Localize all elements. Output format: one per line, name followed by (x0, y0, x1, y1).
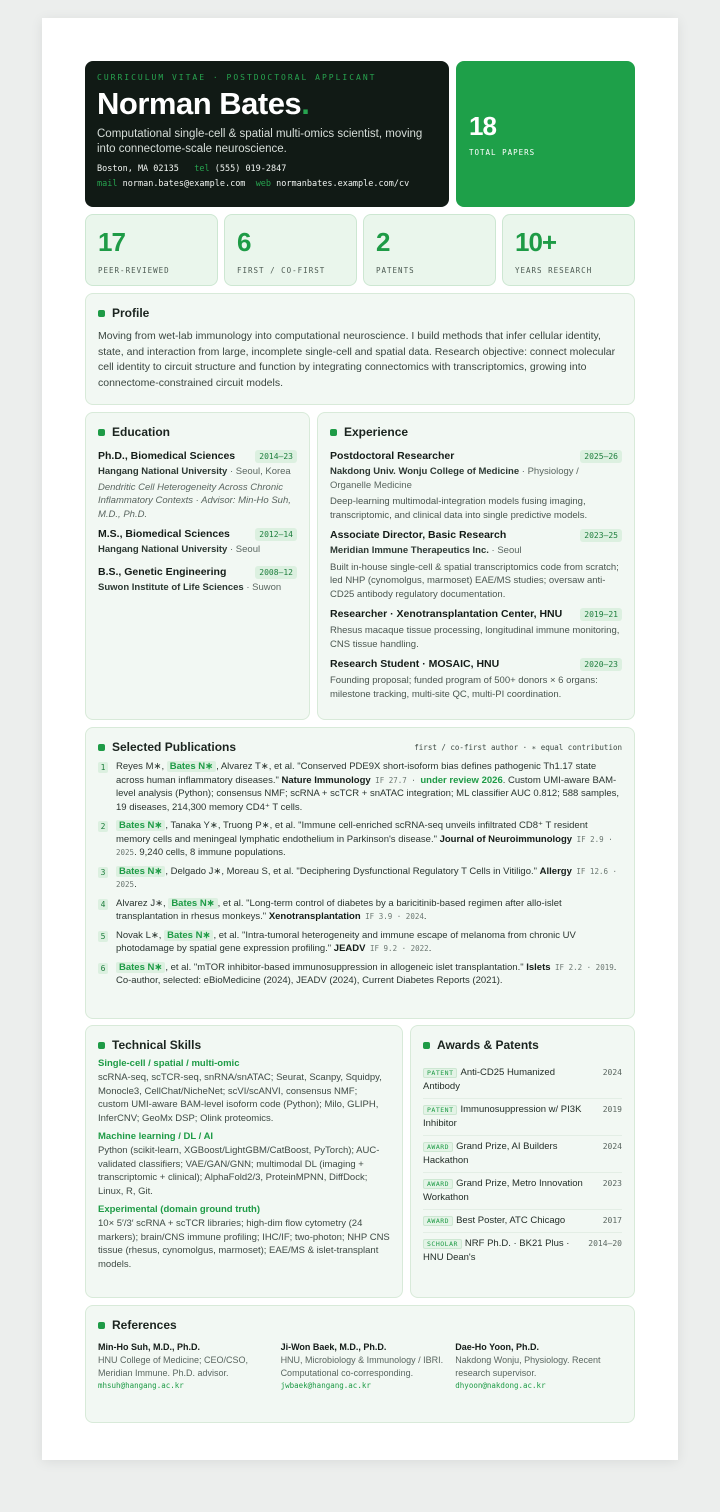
web-label: web (255, 179, 272, 189)
years-badge: 2020–23 (580, 658, 622, 671)
skill-group (98, 1204, 390, 1271)
bullet-square-icon (98, 310, 105, 317)
mail-label: mail (97, 179, 118, 189)
school: Hangang National University · Seoul, Korea (98, 466, 291, 477)
total-papers-card (456, 61, 635, 207)
award-badge: PATENT (423, 1105, 457, 1115)
header-card (85, 61, 449, 207)
bullet-square-icon (98, 429, 105, 436)
email-link[interactable]: norman.bates@example.com (122, 179, 246, 189)
role-description: Built in-house single-cell & spatial transcriptomics code from scratch; led NHP (cynomolgus, marmoset) EAE/MS studies; oversaw anti-CD25 antibody regulatory documentation. (330, 561, 619, 600)
stat-value: 2 (376, 227, 390, 257)
award-item: PATENT Immunosuppression w/ PI3K Inhibitor 2019 (423, 1099, 622, 1136)
skill-group-heading: Machine learning / DL / AI (98, 1131, 214, 1142)
reference-email[interactable]: dhyoon@nakdong.ac.kr (455, 1381, 546, 1390)
location: Boston, MA 02135 (97, 164, 179, 174)
school: Hangang National University · Seoul (98, 544, 261, 555)
skill-group-body: Python (scikit-learn, XGBoost/LightGBM/CatBoost, PyTorch); AUC-validated classifiers; VAE/GAN/GNN; multimodal DL (imaging + transcriptomic + clinical); AlphaFold2/3, ProteinMPNN, DiffDock; Linux, R, Git. (98, 1145, 380, 1197)
total-papers-value: 18 (469, 111, 496, 141)
stat-label: YEARS RESEARCH (515, 266, 593, 275)
reference-desc: HNU College of Medicine; CEO/CSO, Meridian Immune. Ph.D. advisor. (98, 1355, 249, 1378)
award-badge: AWARD (423, 1179, 453, 1189)
role: Researcher · Xenotransplantation Center, HNU (330, 608, 563, 620)
stat-value: 17 (98, 227, 125, 257)
publication-item: 2 Bates N∗ , Tanaka Y∗, Truong P∗, et al. "Immune cell-enriched scRNA-seq unveils infiltrated CD8⁺ T resident memory cells and meningeal lymphatic endothelium in Parkinson's disease." Journal of Neuroimmunology IF 2.9 · 2025. 9,240 cells, 8 immune populations. (98, 819, 622, 860)
stat-value: 10+ (515, 227, 557, 257)
experience-item (330, 658, 622, 701)
experience-item (330, 608, 622, 651)
publication-list (98, 760, 622, 988)
publication-item: 3 Bates N∗ , Delgado J∗, Moreau S, et al. "Deciphering Dysfunctional Regulatory T Cells in Vitiligo." Allergy IF 12.6 · 2025. (98, 865, 622, 892)
bullet-square-icon (330, 429, 337, 436)
skill-group-body: 10× 5′/3′ scRNA + scTCR libraries; high-dim flow cytometry (24 markers); brain/CNS immune profiling; IHC/IF; two-photon; NHP CNS tissue (rhesus, cynomolgus, marmoset); EAE/MS & islet-transplant models. (98, 1218, 390, 1270)
stat-first-author (224, 214, 357, 286)
experience-title: Experience (330, 425, 622, 439)
stat-label: FIRST / CO-FIRST (237, 266, 326, 275)
years-badge: 2012–14 (255, 528, 297, 541)
award-badge: SCHOLAR (423, 1239, 462, 1249)
experience-item (330, 450, 622, 522)
stat-peer-reviewed (85, 214, 218, 286)
awards-section (410, 1025, 635, 1298)
awards-title: Awards & Patents (423, 1038, 622, 1052)
degree: Ph.D., Biomedical Sciences (98, 450, 236, 462)
education-item (98, 566, 297, 595)
role: Postdoctoral Researcher (330, 450, 455, 462)
reference-name: Min-Ho Suh, M.D., Ph.D. (98, 1342, 200, 1352)
reference-desc: Nakdong Wonju, Physiology. Recent research supervisor. (455, 1355, 601, 1378)
role: Research Student · MOSAIC, HNU (330, 658, 500, 670)
thesis-note: Dendritic Cell Heterogeneity Across Chronic Inflammatory Contexts · Advisor: Min-Ho Suh, M.D., Ph.D. (98, 481, 291, 520)
skill-group-heading: Experimental (domain ground truth) (98, 1204, 261, 1215)
reference-desc: HNU, Microbiology & Immunology / IBRI. Computational co-corresponding. (280, 1355, 444, 1378)
education-section (85, 412, 310, 720)
years-badge: 2008–12 (255, 566, 297, 579)
degree: M.S., Biomedical Sciences (98, 528, 230, 540)
publication-item: 5 Novak L∗, Bates N∗ , et al. "Intra-tumoral heterogeneity and immune escape of melanoma from chronic UV photodamage by spatial gene expression profiling." JEADV IF 9.2 · 2022. (98, 929, 622, 956)
skill-group (98, 1131, 390, 1198)
bullet-square-icon (423, 1042, 430, 1049)
role-description: Rhesus macaque tissue processing, longitudinal immune monitoring, CNS tissue handling. (330, 625, 620, 650)
reference-item (455, 1342, 622, 1390)
education-title: Education (98, 425, 297, 439)
references-title: References (98, 1318, 622, 1332)
publication-item: 4 Alvarez J∗, Bates N∗ , et al. "Long-term control of diabetes by a baricitinib-based regimen after allo-islet transplantation in rhesus monkeys." Xenotransplantation IF 3.9 · 2024. (98, 897, 622, 924)
web-link[interactable]: normanbates.example.com/cv (276, 179, 410, 189)
profile-section (85, 293, 635, 405)
name-dot: . (301, 86, 310, 121)
award-badge: PATENT (423, 1068, 457, 1078)
reference-item (98, 1342, 281, 1390)
references-list (98, 1342, 622, 1390)
person-name (97, 86, 437, 122)
degree: B.S., Genetic Engineering (98, 565, 227, 578)
bullet-square-icon (98, 1042, 105, 1049)
profile-text: Moving from wet-lab immunology into computational neuroscience. I build methods that infer cellular identity, state, and interaction from large, incomplete single-cell and spatial data. Research objective: connect molecular cell identity to circuit structure and function by integrating connectomics with transcriptomics, growing into connectome-constrained circuit models. (98, 330, 616, 389)
publications-title: Selected Publications (98, 740, 236, 754)
publications-section (85, 727, 635, 1019)
bullet-square-icon (98, 744, 105, 751)
kicker: CURRICULUM VITAE · POSTDOCTORAL APPLICANT (97, 73, 377, 82)
stat-label: PATENTS (376, 266, 415, 275)
award-item: PATENT Anti-CD25 Humanized Antibody 2024 (423, 1062, 622, 1099)
reference-name: Dae-Ho Yoon, Ph.D. (455, 1342, 539, 1352)
education-item (98, 528, 297, 557)
stat-patents (363, 214, 496, 286)
tel-label: tel (194, 164, 210, 174)
organization: Meridian Immune Therapeutics Inc. · Seoul (330, 545, 522, 556)
bullet-square-icon (98, 1322, 105, 1329)
name-text: Norman Bates (97, 86, 302, 121)
cv-sheet (42, 18, 678, 1460)
skill-group-body: scRNA-seq, scTCR-seq, snRNA/snATAC; Seurat, Scanpy, Squidpy, Monocle3, CellChat/NicheNet; scVI/scANVI, consensus NMF; custom UMI-aware BAM-level isoform code (Python); Milo, GLIPH, InferCNV; GeoMx DSP; Olink proteomics. (98, 1072, 382, 1124)
role-description: Founding proposal; funded program of 500+ donors × 6 organs: milestone tracking, multi-site QC, multi-PI coordination. (330, 675, 598, 700)
phone[interactable]: (555) 019-2847 (214, 164, 287, 174)
skill-group-heading: Single-cell / spatial / multi-omic (98, 1058, 240, 1069)
stat-years-research (502, 214, 635, 286)
publication-item: 6 Bates N∗ , et al. "mTOR inhibitor-based immunosuppression in allogeneic islet transplantation." Islets IF 2.2 · 2019. Co-author, selected: eBioMedicine (2024), JEADV (2024), Current Diabetes Reports (2021). (98, 961, 622, 988)
years-badge: 2019–21 (580, 608, 622, 621)
reference-name: Ji-Won Baek, M.D., Ph.D. (280, 1342, 387, 1352)
organization: Nakdong Univ. Wonju College of Medicine · Physiology / Organelle Medicine (330, 466, 579, 491)
tagline: Computational single-cell & spatial multi-omics scientist, moving into connectome-scale neuroscience. (97, 128, 423, 155)
stat-value: 6 (237, 227, 251, 257)
reference-item (281, 1342, 456, 1390)
skills-title: Technical Skills (98, 1038, 390, 1052)
award-item: AWARD Grand Prize, Metro Innovation Workathon 2023 (423, 1173, 622, 1210)
total-papers-label: TOTAL PAPERS (469, 148, 536, 157)
profile-title: Profile (98, 306, 622, 320)
reference-email[interactable]: jwbaek@hangang.ac.kr (280, 1381, 371, 1390)
reference-email[interactable]: mhsuh@hangang.ac.kr (98, 1381, 184, 1390)
award-item: AWARD Grand Prize, AI Builders Hackathon 2024 (423, 1136, 622, 1173)
awards-list (423, 1062, 622, 1269)
award-badge: AWARD (423, 1142, 453, 1152)
experience-item (330, 529, 622, 601)
publications-legend: first / co-first author · ∗ equal contribution (414, 742, 622, 752)
skill-group (98, 1058, 390, 1125)
role: Associate Director, Basic Research (330, 529, 507, 541)
award-item: AWARD Best Poster, ATC Chicago 2017 (423, 1210, 622, 1233)
years-badge: 2014–23 (255, 450, 297, 463)
years-badge: 2023–25 (580, 529, 622, 542)
references-section (85, 1305, 635, 1423)
award-item: SCHOLAR NRF Ph.D. · BK21 Plus · HNU Dean's 2014–20 (423, 1238, 622, 1263)
education-item (98, 450, 297, 521)
experience-section (317, 412, 635, 720)
publication-item: 1 Reyes M∗, Bates N∗ , Alvarez T∗, et al. "Conserved PDE9X short-isoform bias defines pathogenic Th1.17 state across human inflammatory diseases." Nature Immunology IF 27.7 · under review 2026. Custom UMI-aware BAM-level analysis (Python); consensus NMF; scRNA + scTCR + snATAC integration; ML classifier AUC 0.812; 588 samples, 19 diseases, 214,300 memory CD4⁺ T cells. (98, 760, 622, 814)
school: Suwon Institute of Life Sciences · Suwon (98, 581, 282, 593)
years-badge: 2025–26 (580, 450, 622, 463)
award-badge: AWARD (423, 1216, 453, 1226)
skills-section (85, 1025, 403, 1298)
contact-line-2 (97, 179, 437, 189)
contact-line-1 (97, 164, 437, 174)
stat-label: PEER-REVIEWED (98, 266, 170, 275)
role-description: Deep-learning multimodal-integration models fusing imaging, transcriptomic, and clinical data into single predictive models. (330, 496, 588, 521)
